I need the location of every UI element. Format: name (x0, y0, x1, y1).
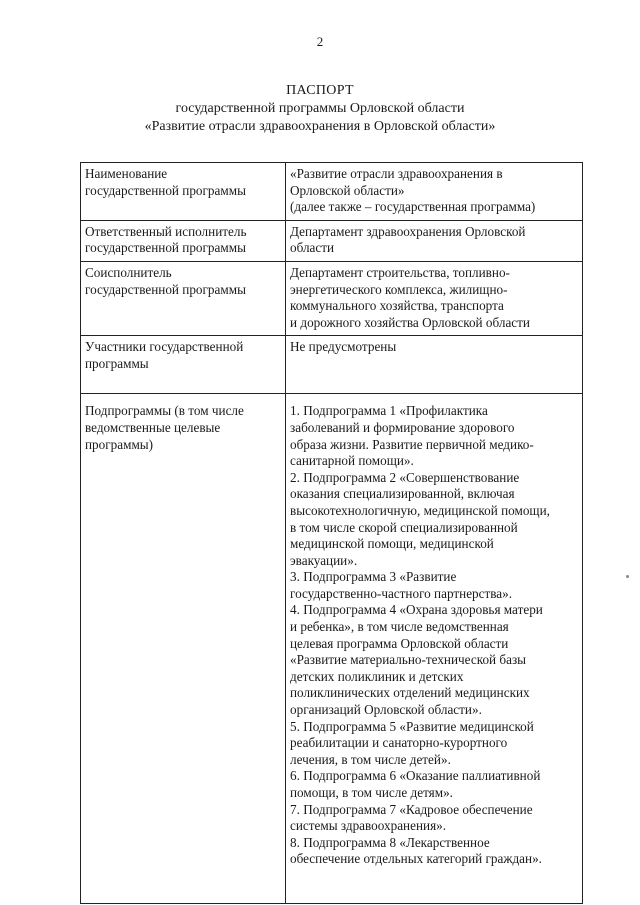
value-line: целевая программа Орловской области (290, 635, 509, 651)
row-label (81, 220, 286, 261)
label-line: государственной программы (85, 240, 246, 256)
value-line: заболеваний и формирование здорового (290, 419, 515, 435)
value-line: 8. Подпрограмма 8 «Лекарственное (290, 834, 490, 850)
value-line: и ребенка», в том числе ведомственная (290, 619, 509, 635)
value-line: организаций Орловской области». (290, 702, 482, 718)
value-line: коммунального хозяйства, транспорта (290, 298, 504, 314)
subprogram-item (290, 403, 578, 469)
subprogram-item (290, 602, 578, 718)
table-row-co-executor (81, 261, 583, 335)
value-line: 6. Подпрограмма 6 «Оказание паллиативной (290, 768, 541, 784)
value-line: реабилитации и санаторно-курортного (290, 735, 508, 751)
subprogram-item (290, 569, 578, 602)
value-line: лечения, в том числе детей». (290, 751, 451, 767)
label-line: Наименование (85, 166, 168, 181)
label-line: Подпрограммы (в том числе (85, 403, 244, 419)
title-line-1: ПАСПОРТ (286, 83, 354, 98)
value-line: 7. Подпрограмма 7 «Кадровое обеспечение (290, 801, 533, 817)
value-line: системы здравоохранения». (290, 818, 447, 834)
label-line: Соисполнитель (85, 264, 172, 280)
table-row-responsible-executor (81, 220, 583, 261)
value-line: медицинской помощи, медицинской (290, 536, 494, 552)
value-line: в том числе скорой специализированной (290, 519, 518, 535)
row-value (286, 163, 583, 221)
subprogram-item (290, 719, 578, 769)
row-label (81, 394, 286, 904)
value-line: 5. Подпрограмма 5 «Развитие медицинской (290, 718, 534, 734)
table-row-participants (81, 336, 583, 394)
label-line: Участники государственной (85, 339, 244, 355)
value-line: государственно-частного партнерства». (290, 585, 513, 601)
value-line: «Развитие материально-технической базы (290, 652, 527, 668)
value-line: Не предусмотрены (290, 339, 397, 355)
row-label (81, 261, 286, 335)
row-label (81, 163, 286, 221)
label-line: программы (85, 355, 149, 371)
label-line: ведомственные целевые (85, 419, 221, 435)
row-label (81, 336, 286, 394)
value-line: поликлинических отделений медицинских (290, 685, 530, 701)
value-line: образа жизни. Развитие первичной медико- (290, 436, 534, 452)
value-line: Департамент строительства, топливно- (290, 264, 510, 280)
value-line: области (290, 240, 335, 256)
value-line: энергетического комплекса, жилищно- (290, 281, 508, 297)
row-value (286, 220, 583, 261)
label-line: государственной программы (85, 182, 246, 198)
subprogram-item (290, 470, 578, 570)
title-line-2: государственной программы Орловской области (175, 101, 465, 116)
value-line: «Развитие отрасли здравоохранения в (290, 166, 503, 181)
value-line: 3. Подпрограмма 3 «Развитие (290, 569, 457, 585)
subprogram-item (290, 835, 578, 868)
value-line: обеспечение отдельных категорий граждан». (290, 851, 542, 867)
value-line: 2. Подпрограмма 2 «Совершенствование (290, 469, 520, 485)
value-line: (далее также – государственная программа) (290, 199, 536, 215)
subprogram-item (290, 768, 578, 801)
passport-table (80, 162, 583, 904)
value-line: Департамент здравоохранения Орловской (290, 223, 526, 239)
row-value (286, 336, 583, 394)
value-line: помощи, в том числе детям». (290, 785, 453, 800)
label-line: программы) (85, 436, 154, 452)
value-line: 4. Подпрограмма 4 «Охрана здоровья матери (290, 602, 543, 618)
value-line: оказания специализированной, включая (290, 486, 515, 502)
subprogram-list (290, 403, 578, 868)
value-line: санитарной помощи». (290, 453, 414, 469)
row-value (286, 394, 583, 904)
value-line: 1. Подпрограмма 1 «Профилактика (290, 403, 488, 419)
value-line: детских поликлиник и детских (290, 668, 464, 684)
document-title (0, 82, 640, 136)
page-number: 2 (316, 34, 324, 49)
label-line: государственной программы (85, 281, 246, 297)
row-value (286, 261, 583, 335)
title-line-3: «Развитие отрасли здравоохранения в Орловской области» (144, 119, 496, 134)
table-row-subprograms (81, 394, 583, 904)
value-line: высокотехнологичную, медицинской помощи, (290, 502, 550, 518)
value-line: Орловской области» (290, 182, 405, 198)
table-row-program-name (81, 163, 583, 221)
value-line: эвакуации». (290, 552, 358, 568)
label-line: Ответственный исполнитель (85, 223, 247, 239)
scan-speck (626, 575, 629, 578)
subprogram-item (290, 802, 578, 835)
value-line: и дорожного хозяйства Орловской области (290, 314, 530, 330)
